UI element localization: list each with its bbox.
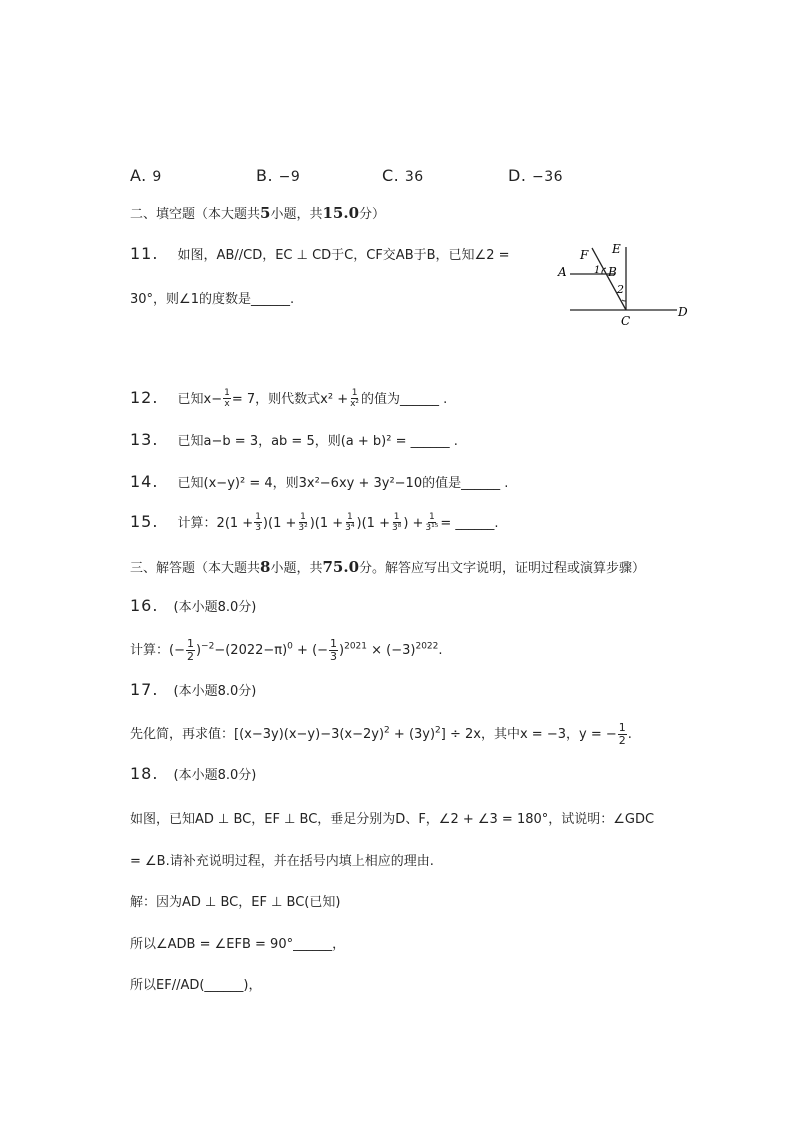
fraction: $\frac{1}{\text{x²}}$	[350, 388, 360, 409]
fraction: $\frac{1}{\text{3¹⁵}}$	[425, 512, 439, 533]
fraction: $\frac{1}{2}$	[618, 721, 626, 747]
fraction: $\frac{1}{x}$	[224, 388, 230, 409]
question-number: 11.	[130, 244, 159, 263]
section-heading-solve: 三、解答题（本大题共8小题，共75.0分。解答应写出文字说明，证明过程或演算步骤）	[130, 558, 646, 576]
label-e: E	[612, 242, 621, 256]
option-d	[508, 166, 563, 185]
option-value: 36	[404, 169, 424, 185]
question-number: 13.	[130, 430, 159, 449]
option-b	[256, 166, 300, 185]
question-17-expression: 先化简，再求值：$[(x-3y)(x-y)-3(x-2y)^2 + (3y)^2] \div 2x$，其中x = −3，y = − $\frac{1}{2}$ .	[130, 721, 632, 747]
question-number: 18.	[130, 764, 159, 783]
option-label: B.	[256, 166, 274, 185]
question-13	[130, 430, 458, 449]
option-a	[130, 166, 162, 185]
question-points: (本小题8.0分)	[173, 600, 257, 615]
fraction: $\frac{1}{\text{3²}}$	[298, 512, 308, 533]
question-18-line1: 如图，已知AD ⊥ BC，EF ⊥ BC，垂足分别为D、F，∠2 + ∠3 = 180°，试说明：∠GDC	[130, 812, 655, 827]
question-12: 12. 已知x− $\frac{1}{x}$ = 7，则代数式x² + $\frac{1}{\text{x²}}$ 的值为______ .	[130, 388, 448, 409]
question-number: 15.	[130, 512, 159, 531]
question-18-line4: 所以∠ADB = ∠EFB = 90°______，	[130, 937, 346, 952]
label-angle-2: 2	[617, 283, 624, 296]
option-label: D.	[508, 166, 527, 185]
option-label: A.	[130, 166, 147, 185]
question-18-header	[130, 764, 256, 783]
option-value: 9	[152, 169, 162, 185]
question-17-header	[130, 680, 256, 699]
question-18-line5: 所以EF//AD(______)，	[130, 978, 262, 993]
question-points: (本小题8.0分)	[173, 768, 257, 783]
label-f: F	[580, 248, 589, 262]
question-points: (本小题8.0分)	[173, 684, 257, 699]
question-14	[130, 472, 508, 491]
question-number: 16.	[130, 596, 159, 615]
question-number: 14.	[130, 472, 159, 491]
option-label: C.	[382, 166, 400, 185]
fraction: $\frac{1}{\text{3⁸}}$	[391, 512, 402, 533]
question-text: 已知(x−y)² = 4，则3x²−6xy + 3y²−10的值是______ .	[177, 476, 509, 491]
question-text: 已知a−b = 3，ab = 5，则(a + b)² = ______ .	[177, 434, 458, 449]
question-11-line2: 30°，则∠1的度数是______.	[130, 292, 295, 307]
question-16-header	[130, 596, 256, 615]
question-number: 12.	[130, 388, 159, 407]
question-11	[130, 244, 510, 263]
fraction: $\frac{1}{3}$	[255, 512, 261, 533]
question-number: 17.	[130, 680, 159, 699]
label-b: B	[608, 265, 617, 279]
section-heading-fill-in: 二、填空题（本大题共5小题，共15.0分）	[130, 204, 386, 222]
label-angle-1: 1	[594, 265, 601, 276]
label-a: A	[558, 265, 567, 279]
question-15: 15. 计算：2(1 + $\frac{1}{3}$ )(1 + $\frac{1}{\text{3²}}$ )(1 + $\frac{1}{\text{3⁴}}$ )(1 + $\frac{1}{\text{3⁸}}$ ) + $\frac{1}{\text{3¹⁵}}$ = ______.	[130, 512, 499, 533]
question-text: 如图，AB//CD，EC ⊥ CD于C，CF交AB于B，已知∠2 =	[177, 248, 510, 263]
fraction: $\frac{1}{\text{3⁴}}$	[345, 512, 355, 533]
fraction: $\frac{1}{2}$	[186, 637, 194, 663]
question-18-line2: = ∠B.请补充说明过程，并在括号内填上相应的理由.	[130, 854, 434, 869]
option-value: −36	[532, 169, 564, 185]
fraction: $\frac{1}{3}$	[330, 637, 338, 663]
parallel-lines-figure	[555, 238, 695, 330]
option-value: −9	[278, 169, 301, 185]
label-d: D	[678, 305, 688, 319]
question-18-line3: 解：因为AD ⊥ BC，EF ⊥ BC(已知)	[130, 895, 341, 910]
option-c	[382, 166, 424, 185]
line-fc	[592, 248, 626, 310]
label-c: C	[621, 314, 631, 328]
question-16-expression: 计算：(− $\frac{1}{2}$ )$^{-2}-(2022-\pi)^0$ + (− $\frac{1}{3}$ )$^{2021} \times (-3)^{2022}$.	[130, 637, 443, 663]
